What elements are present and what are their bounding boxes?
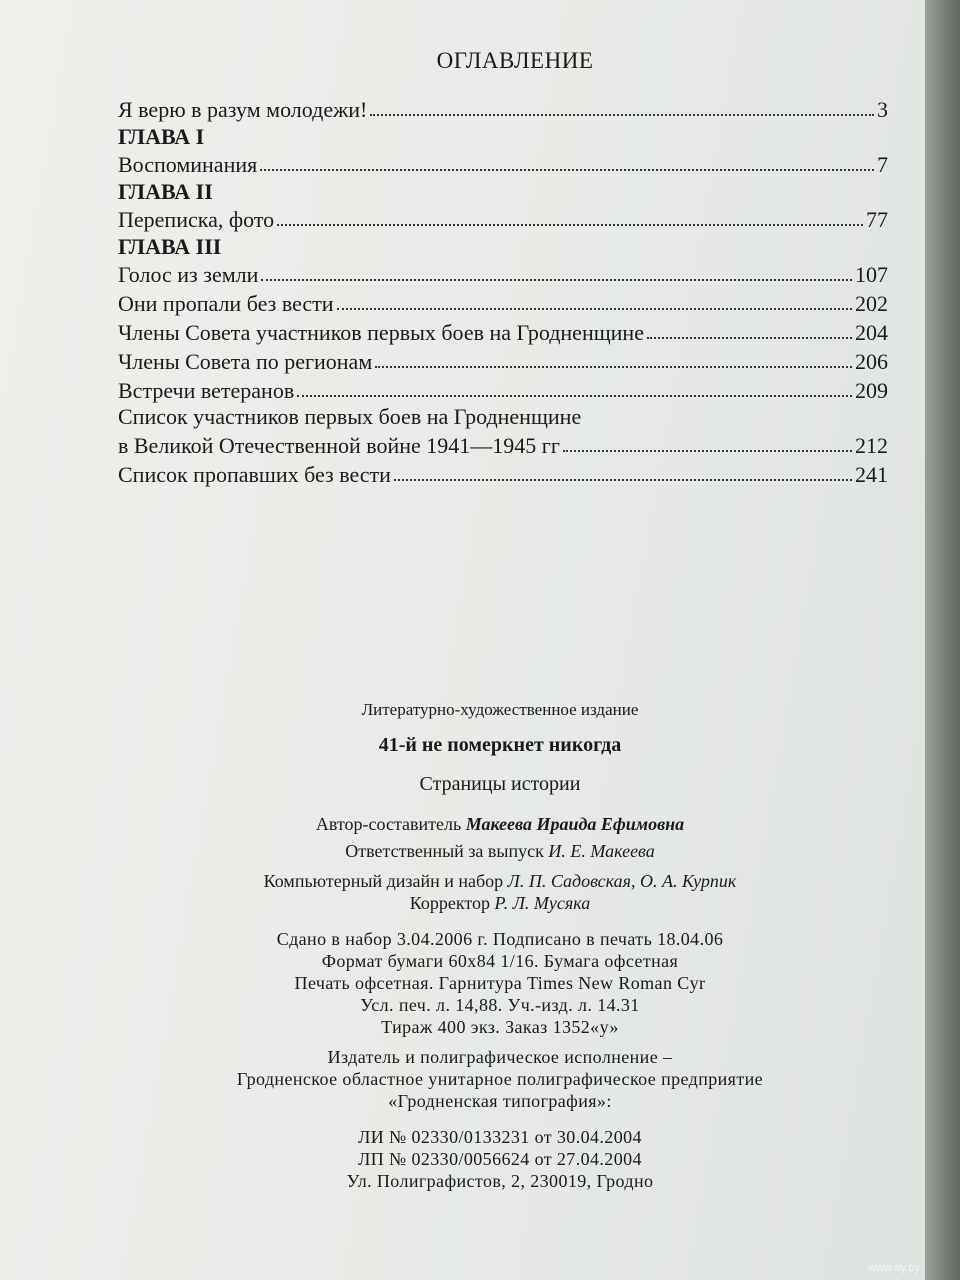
page-edge-shadow (925, 0, 960, 1280)
toc-entry: Члены Совета по регионам 206 (118, 349, 888, 374)
publisher-line: Гродненское областное унитарное полиграфическое предприятие (236, 1069, 764, 1089)
toc-heading: ОГЛАВЛЕНИЕ (436, 48, 594, 73)
toc-chapter-heading: ГЛАВА I (118, 124, 205, 149)
toc-chapter-heading: ГЛАВА II (118, 179, 213, 204)
toc-entry: Список пропавших без вести 241 (118, 462, 888, 487)
corrector-line: Корректор Р. Л. Мусяка (409, 893, 591, 913)
book-subtitle: Страницы истории (419, 773, 581, 795)
toc-entry: Члены Совета участников первых боев на Гродненщине 204 (118, 320, 888, 345)
edition-type: Литературно-художественное издание (361, 700, 639, 719)
design-line: Компьютерный дизайн и набор Л. П. Садовская, О. А. Курпик (263, 871, 737, 891)
compiler-line: Автор-составитель Макеева Ираида Ефимовна (315, 814, 685, 834)
toc-entry-first-line: Список участников первых боев на Гродненщине (118, 404, 582, 429)
print-info-line: Сдано в набор 3.04.2006 г. Подписано в печать 18.04.06 (276, 929, 724, 949)
toc-entry: Они пропали без вести 202 (118, 291, 888, 316)
toc-chapter-heading: ГЛАВА III (118, 234, 222, 259)
toc-entry: Я верю в разум молодежи! 3 (118, 97, 888, 122)
toc-entry: Переписка, фото 77 (118, 207, 888, 232)
responsible-line: Ответственный за выпуск И. Е. Макеева (345, 841, 655, 861)
toc-entry: Голос из земли 107 (118, 262, 888, 287)
publisher-line: «Гродненская типография»: (388, 1091, 612, 1111)
table-of-contents (118, 95, 888, 489)
address-line: Ул. Полиграфистов, 2, 230019, Гродно (346, 1171, 654, 1191)
toc-entry: Воспоминания 7 (118, 152, 888, 177)
imprint-block (0, 700, 960, 1192)
print-info-line: Усл. печ. л. 14,88. Уч.-изд. л. 14.31 (360, 995, 640, 1015)
print-info-line: Печать офсетная. Гарнитура Times New Roman Cyr (294, 973, 706, 993)
toc-entry: Встречи ветеранов 209 (118, 378, 888, 403)
license-line: ЛП № 02330/0056624 от 27.04.2004 (358, 1149, 642, 1169)
book-title: 41-й не померкнет никогда (378, 734, 622, 756)
publisher-line: Издатель и полиграфическое исполнение – (327, 1047, 673, 1067)
toc-entry: в Великой Отечественной войне 1941—1945 гг 212 (118, 433, 888, 458)
watermark-text: www.ay.by (868, 1262, 920, 1274)
print-info-line: Тираж 400 экз. Заказ 1352«у» (381, 1017, 619, 1037)
license-line: ЛИ № 02330/0133231 от 30.04.2004 (358, 1127, 642, 1147)
print-info-line: Формат бумаги 60х84 1/16. Бумага офсетная (321, 951, 679, 971)
